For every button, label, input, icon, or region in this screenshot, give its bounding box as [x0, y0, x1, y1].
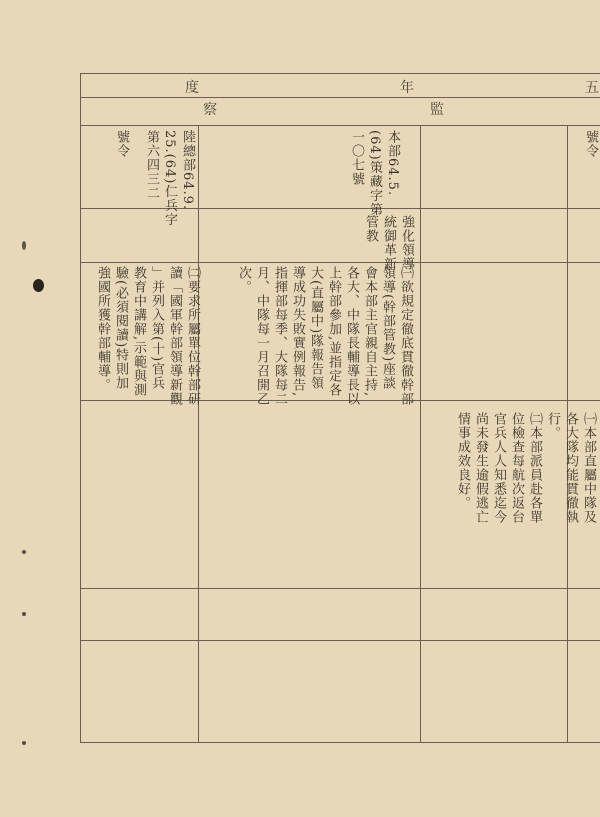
- result-line-8: 情事成效良好。: [455, 412, 470, 510]
- title-line-2: 統御革新: [381, 215, 396, 271]
- plan-line-9: 月、中隊每一月召開乙: [254, 266, 269, 406]
- header-section-mid: 監: [430, 102, 444, 118]
- plan-line-6: 大(直屬中)隊報告領: [308, 266, 323, 391]
- header-year-label-left: 度: [185, 80, 199, 96]
- plan-line-8: 指揮部每季、大隊每二: [272, 266, 287, 406]
- title-line-3: 管教: [363, 215, 378, 243]
- rule-header-2: [80, 125, 600, 126]
- ref-doc-a-line-2: (64)策藏字第: [367, 130, 382, 217]
- rule-row-4: [80, 588, 600, 589]
- result-line-6: 官兵人人知悉迄今: [491, 412, 506, 524]
- ink-speck: [22, 612, 26, 616]
- rule-bottom: [80, 742, 600, 743]
- ref-doc-b-line-3: 第六四三二: [144, 130, 159, 200]
- ref-doc-b-line-2: 25.(64)仁兵字: [162, 130, 177, 227]
- ref-doc-a-line-3: 一〇七號: [349, 130, 364, 186]
- result-line-3: 行。: [545, 412, 560, 440]
- rule-row-2: [80, 262, 600, 263]
- plan-line-7: 導成功失敗實例報告,: [290, 266, 305, 398]
- title-line-1: 強化領導: [399, 215, 414, 271]
- result-line-4: ㈡本部派員赴各單: [527, 412, 542, 524]
- ref-doc-b-line-4: 號令: [114, 130, 129, 158]
- plan-line-14: 教育中講解,示範與測: [131, 266, 146, 398]
- plan-line-1: ㈠欲規定徹底貫徹幹部: [398, 266, 413, 406]
- rule-col-2: [420, 125, 421, 742]
- plan-line-3: 會本部主官親自主持,: [362, 266, 377, 398]
- result-line-2: 各大隊均能貫徹執: [563, 412, 578, 524]
- plan-line-12: 讀「國軍幹部領導新觀: [167, 266, 182, 406]
- plan-line-15: 驗(必須閱讀)特則加: [113, 266, 128, 391]
- plan-line-13: 」并列入第(十)官兵: [149, 266, 164, 391]
- plan-line-10: 次。: [236, 266, 251, 294]
- plan-line-5: 上幹部參加,並指定各: [326, 266, 341, 398]
- plan-line-2: 領導(幹部管教)座談: [380, 266, 395, 391]
- ref-doc-b-line-1: 陸總部64.9.: [180, 130, 195, 211]
- ink-speck: [22, 550, 26, 554]
- rule-col-1: [198, 125, 199, 742]
- result-line-1: ㈠本部直屬中隊及: [581, 412, 596, 524]
- rule-header-1: [80, 97, 600, 98]
- rule-row-1: [80, 208, 600, 209]
- rule-row-5: [80, 640, 600, 641]
- punch-hole: [33, 279, 44, 292]
- header-section-left: 察: [203, 102, 217, 118]
- ref-doc-a-line-1: 本部64.5.: [385, 130, 400, 197]
- header-year-label-mid: 年: [400, 80, 414, 96]
- header-year-label-right: 五: [585, 80, 599, 96]
- ref-right-edge: 號令: [583, 130, 598, 158]
- plan-line-11: ㈡要求所屬單位幹部研: [185, 266, 200, 406]
- ink-speck: [22, 741, 26, 745]
- plan-line-16: 強國所獲幹部輔導。: [95, 266, 110, 392]
- result-line-7: 尚未發生逾假逃亡: [473, 412, 488, 524]
- plan-line-4: 各大、中隊長輔導長以: [344, 266, 359, 406]
- rule-top: [80, 73, 600, 74]
- ink-speck: [22, 241, 26, 250]
- rule-row-3: [80, 400, 600, 401]
- result-line-5: 位檢查每航次返台: [509, 412, 524, 524]
- rule-left: [80, 73, 81, 742]
